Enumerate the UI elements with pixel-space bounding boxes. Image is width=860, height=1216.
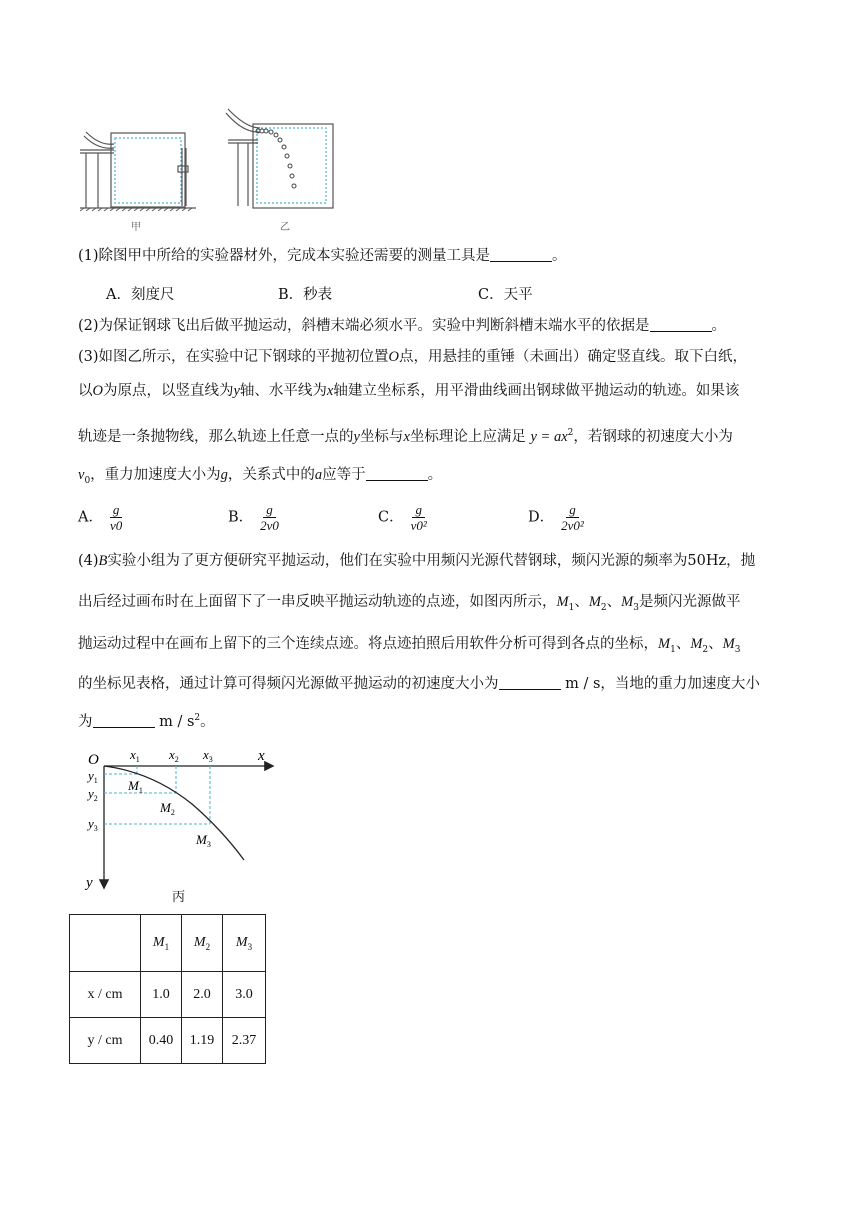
formula: y = ax [530,428,568,445]
question-4-line-2: 出后经过画布时在上面留下了一串反映平抛运动轨迹的点迹，如图丙所示，$M_1$、$M_2$、$M_3$是频闪光源做平 [78,594,741,613]
trajectory-dots [256,129,296,188]
q1-option-b[interactable]: B．秒表 [278,287,333,303]
question-4-line-5: 为 m / $s^2$。 [78,713,215,730]
table-header-cell [70,915,141,972]
fraction: $\frac{g}{\text{v0²}}$ [410,502,427,533]
question-1: (1)除图甲中所给的实验器材外，完成本实验还需要的测量工具是 。 [78,248,567,264]
fraction: $\frac{g}{v0}$ [109,502,123,533]
figure-bing-label: 丙 [172,890,186,905]
q1-option-a[interactable]: A．刻度尺 [106,287,175,303]
coordinates-table [69,914,266,1064]
q1-option-c[interactable]: C．天平 [478,287,533,303]
question-3-line-2: 以O为原点，以竖直线为y轴、水平线为x轴建立坐标系，用平滑曲线画出钢球做平抛运动的轨迹。如果该 [78,383,740,399]
svg-text:x1: $x_1$ [130,747,140,764]
table-cell: 3.0 [223,972,266,1018]
svg-text:M2: $M_2$ [160,800,175,817]
q3-option-d[interactable]: D． $\frac{g}{\text{2v0²}}$ [528,502,591,533]
table-cell: 2.0 [182,972,223,1018]
figure-bing [82,742,282,892]
q3-option-c[interactable]: C． $\frac{g}{\text{v0²}}$ [378,502,434,533]
q3-option-a[interactable]: A． $\frac{g}{v0}$ [78,502,129,533]
table-row [70,972,266,1018]
table-cell: 1.0 [141,972,182,1018]
svg-text:x2: $x_2$ [169,747,179,764]
question-3-line-1: (3)如图乙所示，在实验中记下钢球的平抛初位置O点，用悬挂的重锤（未画出）确定竖直线。取下白纸， [78,349,748,365]
question-4-line-3: 抛运动过程中在画布上留下的三个连续点迹。将点迹拍照后用软件分析可得到各点的坐标，$M_1$、$M_2$、$M_3$ [78,636,741,655]
svg-text:y1: $y_1$ [88,768,98,785]
table-cell: 2.37 [223,1018,266,1064]
svg-text:x3: $x_3$ [203,747,213,764]
table-cell: 1.19 [182,1018,223,1064]
figure-yi [226,109,333,208]
question-4-line-4: 的坐标见表格，通过计算可得频闪光源做平抛运动的初速度大小为 m / s，当地的重力加速度大小 [78,676,760,692]
question-3-line-3: 轨迹是一条抛物线，那么轨迹上任意一点的y坐标与x坐标理论上应满足 $y = ax^2$，若钢球的初速度大小为 [78,428,733,445]
table-row [70,1018,266,1064]
svg-text:y3: $y_3$ [88,816,98,833]
answer-blank-4[interactable] [499,675,561,690]
question-2: (2)为保证钢球飞出后做平抛运动，斜槽末端必须水平。实验中判断斜槽末端水平的依据是 。 [78,318,727,334]
row-label: y / cm [70,1018,141,1064]
q3-option-b[interactable]: B． $\frac{g}{2v0}$ [228,502,286,533]
answer-blank-1[interactable] [490,247,552,262]
origin-label: O [88,752,99,768]
svg-text:M3: $M_3$ [196,832,211,849]
answer-blank-5[interactable] [93,713,155,728]
answer-blank-2[interactable] [650,317,712,332]
question-3-line-4: $v_0$，重力加速度大小为g，关系式中的a应等于 。 [78,467,443,486]
figure-jia [80,132,196,211]
svg-text:y2: $y_2$ [88,786,98,803]
table-cell: 0.40 [141,1018,182,1064]
fraction: $\frac{g}{\text{2v0²}}$ [561,502,584,533]
svg-text:M1: $M_1$ [128,778,143,795]
figure-jia-yi [78,108,348,233]
table-header-cell: $M_1$ [141,915,182,972]
row-label: x / cm [70,972,141,1018]
answer-blank-3[interactable] [366,466,428,481]
fraction: $\frac{g}{2v0}$ [260,502,279,533]
figure-jia-label: 甲 [131,222,141,233]
x-axis-label: x [258,748,265,764]
question-4-line-1: (4)B实验小组为了更方便研究平抛运动，他们在实验中用频闪光源代替钢球，频闪光源的频率为50Hz，抛 [78,553,756,569]
table-header-cell: $M_3$ [223,915,266,972]
figure-yi-label: 乙 [280,222,290,233]
table-header-cell: $M_2$ [182,915,223,972]
y-axis-label: y [86,875,93,891]
